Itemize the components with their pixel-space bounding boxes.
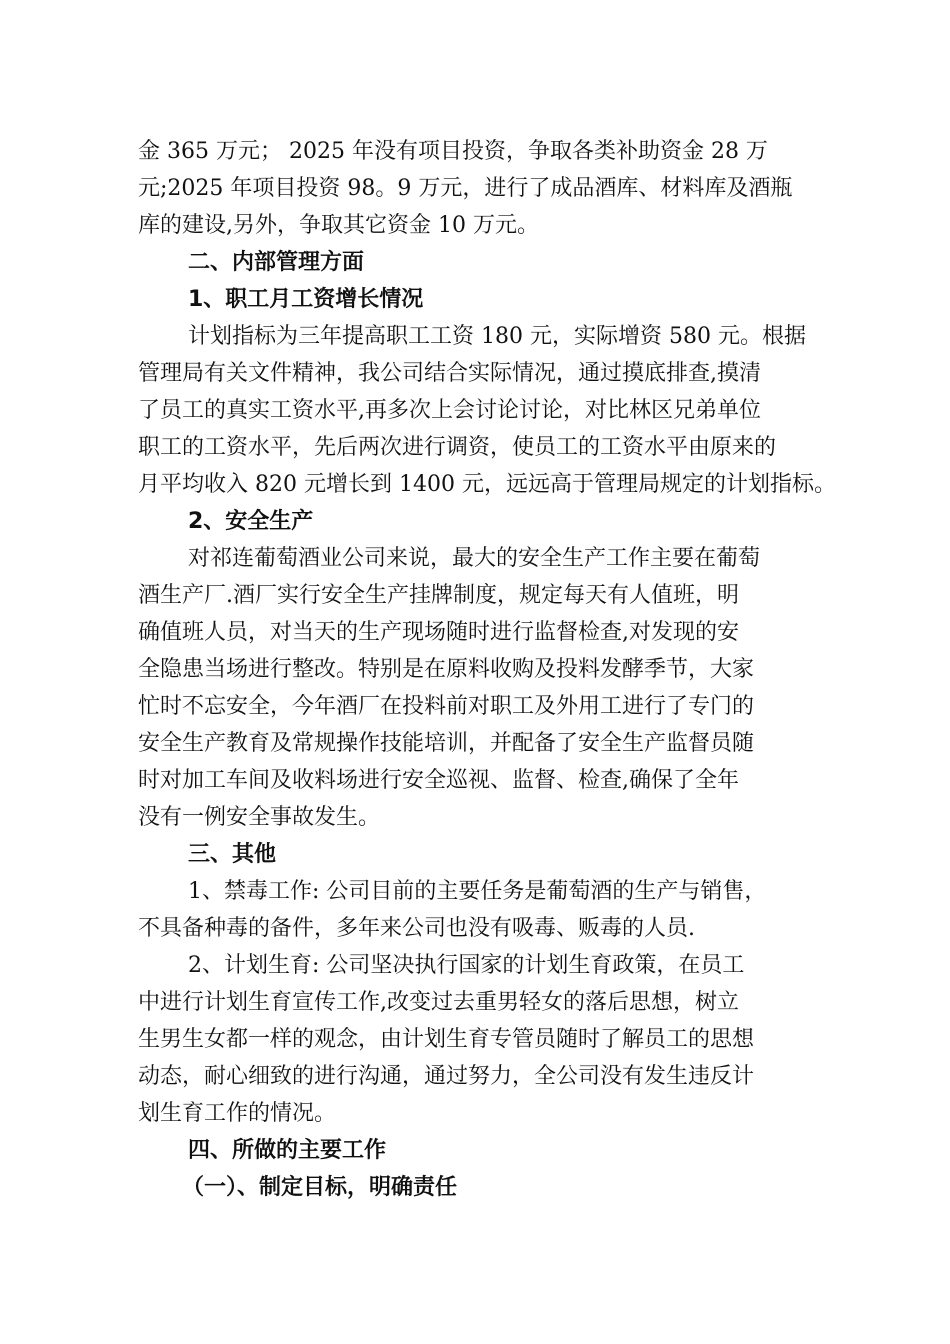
subsection-heading: （一）、制定目标，明确责任 bbox=[182, 1175, 458, 1200]
section-heading: 三、其他 bbox=[188, 842, 277, 867]
paragraph-line: 动态，耐心细致的进行沟通，通过努力，全公司没有发生违反计 bbox=[138, 1064, 755, 1089]
paragraph-line: 月平均收入 820 元增长到 1400 元，远远高于管理局规定的计划指标。 bbox=[138, 472, 836, 497]
paragraph-line: 安全生产教育及常规操作技能培训，并配备了安全生产监督员随 bbox=[138, 731, 755, 756]
subsection-heading: 2、安全生产 bbox=[188, 509, 314, 534]
paragraph-line: 时对加工车间及收料场进行安全巡视、监督、检查,确保了全年 bbox=[138, 768, 739, 793]
paragraph-line: 生男生女都一样的观念，由计划生育专管员随时了解员工的思想 bbox=[138, 1027, 755, 1052]
paragraph-line: 了员工的真实工资水平,再多次上会讨论讨论，对比林区兄弟单位 bbox=[138, 398, 761, 423]
paragraph-line: 管理局有关文件精神，我公司结合实际情况，通过摸底排查,摸清 bbox=[138, 361, 761, 386]
paragraph-line: 不具备种毒的备件，多年来公司也没有吸毒、贩毒的人员. bbox=[138, 916, 695, 941]
paragraph-line: 1、禁毒工作: 公司目前的主要任务是葡萄酒的生产与销售， bbox=[188, 879, 767, 904]
paragraph-line: 中进行计划生育宣传工作,改变过去重男轻女的落后思想，树立 bbox=[138, 990, 739, 1015]
section-heading: 二、内部管理方面 bbox=[188, 250, 365, 275]
subsection-heading: 1、职工月工资增长情况 bbox=[188, 287, 424, 312]
paragraph-line: 确值班人员，对当天的生产现场随时进行监督检查,对发现的安 bbox=[138, 620, 739, 645]
paragraph-line: 元;2025 年项目投资 98。9 万元，进行了成品酒库、材料库及酒瓶 bbox=[138, 176, 793, 201]
paragraph-line: 对祁连葡萄酒业公司来说，最大的安全生产工作主要在葡萄 bbox=[188, 546, 761, 571]
paragraph-line: 职工的工资水平，先后两次进行调资，使员工的工资水平由原来的 bbox=[138, 435, 777, 460]
paragraph-line: 2、计划生育: 公司坚决执行国家的计划生育政策，在员工 bbox=[188, 953, 745, 978]
section-heading: 四、所做的主要工作 bbox=[188, 1138, 387, 1163]
paragraph-line: 酒生产厂.酒厂实行安全生产挂牌制度，规定每天有人值班，明 bbox=[138, 583, 739, 608]
paragraph-line: 金 365 万元； 2025 年没有项目投资，争取各类补助资金 28 万 bbox=[138, 139, 768, 164]
paragraph-line: 计划指标为三年提高职工工资 180 元，实际增资 580 元。根据 bbox=[188, 324, 806, 349]
paragraph-line: 库的建设,另外，争取其它资金 10 万元。 bbox=[138, 213, 539, 238]
paragraph-line: 全隐患当场进行整改。特别是在原料收购及投料发酵季节，大家 bbox=[138, 657, 755, 682]
paragraph-line: 没有一例安全事故发生。 bbox=[138, 805, 381, 830]
paragraph-line: 划生育工作的情况。 bbox=[138, 1101, 337, 1126]
paragraph-line: 忙时不忘安全，今年酒厂在投料前对职工及外用工进行了专门的 bbox=[138, 694, 755, 719]
